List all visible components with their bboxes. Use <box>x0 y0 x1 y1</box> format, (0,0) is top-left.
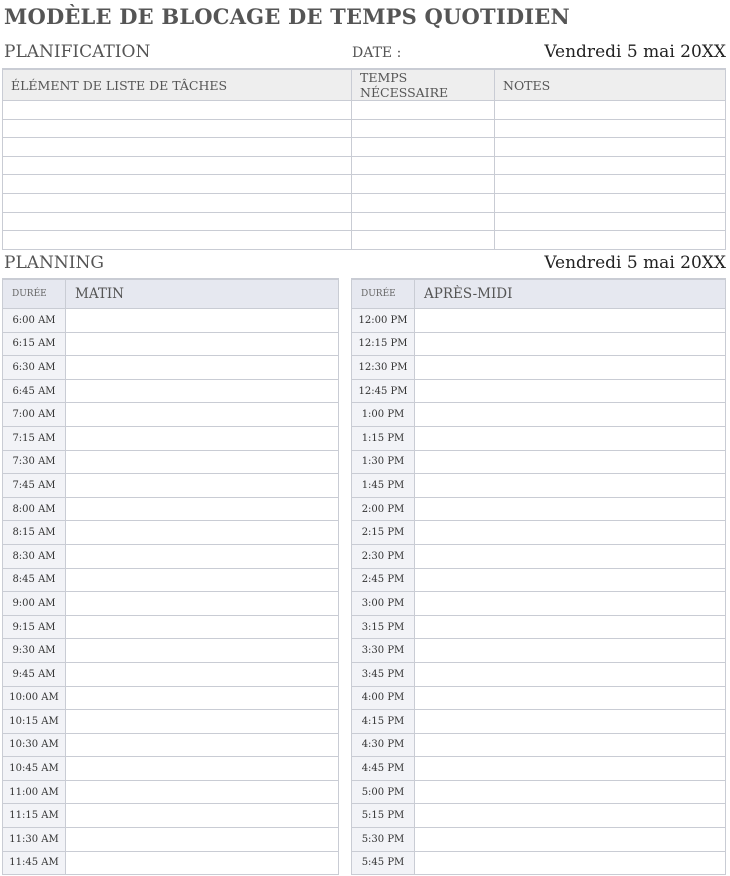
schedule-row <box>352 568 726 592</box>
time-needed-cell[interactable] <box>352 175 495 194</box>
activity-cell[interactable] <box>66 710 339 734</box>
activity-cell[interactable] <box>66 379 339 403</box>
notes-cell[interactable] <box>495 175 726 194</box>
planification-date[interactable]: Vendredi 5 mai 20XX <box>544 42 726 62</box>
time-slot: 10:15 AM <box>3 710 66 734</box>
schedule-row <box>352 733 726 757</box>
time-slot: 11:15 AM <box>3 804 66 828</box>
task-cell[interactable] <box>3 193 352 212</box>
schedule-row <box>3 474 339 498</box>
time-slot: 11:00 AM <box>3 780 66 804</box>
time-needed-cell[interactable] <box>352 101 495 120</box>
task-cell[interactable] <box>3 175 352 194</box>
task-cell[interactable] <box>3 156 352 175</box>
schedule-row <box>3 521 339 545</box>
time-slot: 4:00 PM <box>352 686 415 710</box>
table-row <box>3 138 726 157</box>
time-slot: 5:15 PM <box>352 804 415 828</box>
schedule-row <box>352 403 726 427</box>
notes-cell[interactable] <box>495 193 726 212</box>
schedule-row <box>352 497 726 521</box>
time-needed-cell[interactable] <box>352 212 495 231</box>
time-needed-cell[interactable] <box>352 138 495 157</box>
schedule-row <box>352 309 726 333</box>
schedule-row <box>3 639 339 663</box>
schedule-row <box>3 332 339 356</box>
column-header-time-needed: TEMPS NÉCESSAIRE <box>352 69 495 101</box>
schedule-row <box>3 804 339 828</box>
activity-cell[interactable] <box>66 426 339 450</box>
time-slot: 6:00 AM <box>3 309 66 333</box>
activity-cell[interactable] <box>415 757 726 781</box>
activity-cell[interactable] <box>66 592 339 616</box>
schedule-row <box>3 615 339 639</box>
activity-cell[interactable] <box>415 332 726 356</box>
activity-cell[interactable] <box>415 780 726 804</box>
schedule-row <box>352 332 726 356</box>
schedule-row <box>352 686 726 710</box>
activity-cell[interactable] <box>415 662 726 686</box>
schedule-row <box>3 710 339 734</box>
time-slot: 11:30 AM <box>3 828 66 852</box>
schedule-row <box>352 710 726 734</box>
schedule-row <box>3 544 339 568</box>
schedule-row <box>352 851 726 875</box>
activity-cell[interactable] <box>415 592 726 616</box>
time-slot: 2:30 PM <box>352 544 415 568</box>
time-slot: 10:45 AM <box>3 757 66 781</box>
task-cell[interactable] <box>3 119 352 138</box>
time-slot: 6:45 AM <box>3 379 66 403</box>
schedule-row <box>352 804 726 828</box>
notes-cell[interactable] <box>495 119 726 138</box>
activity-cell[interactable] <box>66 356 339 380</box>
time-needed-cell[interactable] <box>352 231 495 250</box>
time-slot: 9:45 AM <box>3 662 66 686</box>
activity-cell[interactable] <box>415 544 726 568</box>
schedule-row <box>3 686 339 710</box>
schedule-row <box>3 497 339 521</box>
activity-cell[interactable] <box>66 804 339 828</box>
time-slot: 9:30 AM <box>3 639 66 663</box>
notes-cell[interactable] <box>495 138 726 157</box>
time-slot: 5:00 PM <box>352 780 415 804</box>
schedule-row <box>3 662 339 686</box>
activity-cell[interactable] <box>415 356 726 380</box>
activity-cell[interactable] <box>415 426 726 450</box>
schedule-row <box>3 403 339 427</box>
table-row <box>3 101 726 120</box>
activity-cell[interactable] <box>415 309 726 333</box>
time-slot: 12:30 PM <box>352 356 415 380</box>
time-needed-cell[interactable] <box>352 156 495 175</box>
date-label: DATE : <box>352 45 402 61</box>
notes-cell[interactable] <box>495 231 726 250</box>
morning-schedule <box>2 278 339 875</box>
activity-cell[interactable] <box>66 568 339 592</box>
activity-cell[interactable] <box>415 615 726 639</box>
activity-cell[interactable] <box>415 403 726 427</box>
schedule-row <box>3 309 339 333</box>
planning-label: PLANNING <box>4 253 104 273</box>
schedule-row <box>352 615 726 639</box>
column-header-task: ÉLÉMENT DE LISTE DE TÂCHES <box>3 69 352 101</box>
time-slot: 12:15 PM <box>352 332 415 356</box>
time-slot: 9:15 AM <box>3 615 66 639</box>
time-slot: 8:00 AM <box>3 497 66 521</box>
afternoon-schedule <box>351 278 726 875</box>
morning-header: MATIN <box>66 279 339 309</box>
time-slot: 1:45 PM <box>352 474 415 498</box>
activity-cell[interactable] <box>66 757 339 781</box>
time-slot: 7:15 AM <box>3 426 66 450</box>
schedule-row <box>352 828 726 852</box>
activity-cell[interactable] <box>415 474 726 498</box>
activity-cell[interactable] <box>415 450 726 474</box>
activity-cell[interactable] <box>66 851 339 875</box>
schedule-row <box>352 521 726 545</box>
activity-cell[interactable] <box>415 710 726 734</box>
activity-cell[interactable] <box>415 851 726 875</box>
time-slot: 2:45 PM <box>352 568 415 592</box>
activity-cell[interactable] <box>66 332 339 356</box>
schedule-row <box>3 356 339 380</box>
schedule-row <box>352 544 726 568</box>
time-slot: 11:45 AM <box>3 851 66 875</box>
activity-cell[interactable] <box>66 544 339 568</box>
time-slot: 9:00 AM <box>3 592 66 616</box>
time-slot: 8:15 AM <box>3 521 66 545</box>
time-slot: 10:00 AM <box>3 686 66 710</box>
task-cell[interactable] <box>3 101 352 120</box>
time-slot: 5:30 PM <box>352 828 415 852</box>
activity-cell[interactable] <box>66 403 339 427</box>
time-slot: 2:15 PM <box>352 521 415 545</box>
schedule-row <box>3 592 339 616</box>
schedule-row <box>352 379 726 403</box>
time-slot: 5:45 PM <box>352 851 415 875</box>
time-slot: 1:30 PM <box>352 450 415 474</box>
table-row <box>3 212 726 231</box>
planning-date[interactable]: Vendredi 5 mai 20XX <box>544 253 726 273</box>
time-slot: 3:15 PM <box>352 615 415 639</box>
notes-cell[interactable] <box>495 101 726 120</box>
time-slot: 6:30 AM <box>3 356 66 380</box>
activity-cell[interactable] <box>415 804 726 828</box>
schedule-row <box>352 356 726 380</box>
activity-cell[interactable] <box>415 497 726 521</box>
time-slot: 1:00 PM <box>352 403 415 427</box>
time-slot: 12:00 PM <box>352 309 415 333</box>
time-slot: 7:00 AM <box>3 403 66 427</box>
time-slot: 10:30 AM <box>3 733 66 757</box>
time-slot: 3:00 PM <box>352 592 415 616</box>
schedule-row <box>352 474 726 498</box>
schedule-row <box>3 450 339 474</box>
schedule-row <box>3 828 339 852</box>
table-row <box>3 193 726 212</box>
activity-cell[interactable] <box>66 780 339 804</box>
activity-cell[interactable] <box>66 497 339 521</box>
schedule-row <box>352 757 726 781</box>
schedule-row <box>352 426 726 450</box>
schedule-row <box>3 733 339 757</box>
activity-cell[interactable] <box>66 686 339 710</box>
schedule-row <box>3 568 339 592</box>
activity-cell[interactable] <box>66 450 339 474</box>
table-row <box>3 231 726 250</box>
planification-label: PLANIFICATION <box>4 42 151 62</box>
time-slot: 8:30 AM <box>3 544 66 568</box>
schedule-row <box>3 851 339 875</box>
time-needed-cell[interactable] <box>352 193 495 212</box>
activity-cell[interactable] <box>66 828 339 852</box>
notes-cell[interactable] <box>495 156 726 175</box>
activity-cell[interactable] <box>66 733 339 757</box>
planification-table <box>2 68 726 250</box>
schedule-row <box>3 379 339 403</box>
time-slot: 7:45 AM <box>3 474 66 498</box>
activity-cell[interactable] <box>415 686 726 710</box>
column-header-notes: NOTES <box>495 69 726 101</box>
time-slot: 4:30 PM <box>352 733 415 757</box>
time-slot: 8:45 AM <box>3 568 66 592</box>
task-cell[interactable] <box>3 138 352 157</box>
afternoon-duration-header: DURÉE <box>352 279 415 309</box>
activity-cell[interactable] <box>415 521 726 545</box>
schedule-row <box>3 426 339 450</box>
activity-cell[interactable] <box>415 733 726 757</box>
activity-cell[interactable] <box>66 474 339 498</box>
activity-cell[interactable] <box>66 662 339 686</box>
table-row <box>3 119 726 138</box>
time-slot: 3:30 PM <box>352 639 415 663</box>
activity-cell[interactable] <box>415 828 726 852</box>
morning-duration-header: DURÉE <box>3 279 66 309</box>
schedule-row <box>352 639 726 663</box>
time-slot: 2:00 PM <box>352 497 415 521</box>
table-row <box>3 156 726 175</box>
schedule-row <box>3 757 339 781</box>
time-slot: 3:45 PM <box>352 662 415 686</box>
activity-cell[interactable] <box>66 615 339 639</box>
schedule-row <box>352 450 726 474</box>
activity-cell[interactable] <box>415 379 726 403</box>
time-slot: 7:30 AM <box>3 450 66 474</box>
schedule-row <box>352 662 726 686</box>
activity-cell[interactable] <box>415 568 726 592</box>
time-slot: 6:15 AM <box>3 332 66 356</box>
schedule-row <box>352 780 726 804</box>
schedule-row <box>352 592 726 616</box>
notes-cell[interactable] <box>495 212 726 231</box>
afternoon-header: APRÈS-MIDI <box>415 279 726 309</box>
time-needed-cell[interactable] <box>352 119 495 138</box>
schedule-row <box>3 780 339 804</box>
activity-cell[interactable] <box>66 309 339 333</box>
task-cell[interactable] <box>3 212 352 231</box>
activity-cell[interactable] <box>66 521 339 545</box>
time-slot: 12:45 PM <box>352 379 415 403</box>
activity-cell[interactable] <box>415 639 726 663</box>
time-slot: 4:15 PM <box>352 710 415 734</box>
task-cell[interactable] <box>3 231 352 250</box>
time-slot: 1:15 PM <box>352 426 415 450</box>
table-row <box>3 175 726 194</box>
activity-cell[interactable] <box>66 639 339 663</box>
time-slot: 4:45 PM <box>352 757 415 781</box>
page-title: MODÈLE DE BLOCAGE DE TEMPS QUOTIDIEN <box>4 4 570 29</box>
